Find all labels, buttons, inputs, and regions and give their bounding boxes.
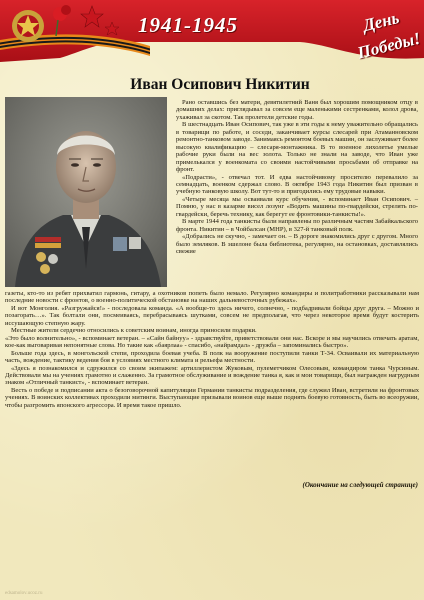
victory-day-brand — [355, 7, 423, 76]
article-paragraph: «Подрасти», - отвечал тот. И едва настойчивому просителю перевалило за семнадцать, военком сдержал слово. В октябре 1943 года Никитин был призван в учебную танковую школу. Вот тут-то и пригодились ему трудовые навыки. — [176, 173, 418, 196]
article-body-full — [5, 290, 419, 409]
article-paragraph: Рано оставшись без матери, девятилетний Ваня был хорошим помощником отцу в домашних делах: приглядывал за совсем еще маленькими сестренками, колол дрова, ухаживал за скотом. Так пролетели детские годы. — [176, 99, 418, 121]
article-paragraph: «Четыре месяца мы осваивали курс обучения, - вспоминает Иван Осипович. – Помню, у нас в казарме висел лозунг «Водить машины по-гвардейски, стрелять по-гвардейски, беречь технику, как берегут ее фронтовики-танкисты!». — [176, 195, 418, 218]
article-paragraph: И вот Монголия. «Разгружайся!» - последовала команда. «А вообще-то здесь ничего, солнечно, - подбадривали бойцы друг друга. – Можно и позагорать…». Так болтали они, посмеиваясь, перебрасываясь шутками, совсем не предполагая, что через некоторое время будут костерить иссушающую степную жару. — [5, 304, 419, 327]
article-paragraph: В шестнадцать Иван Осипович, так уже в эти годы к нему уважительно обращались в товарищи по работе, и соседи, заканчивает курсы слесарей при Атаманновском ремонтно-танковом заводе. Занимаясь ремонтом боевых машин, он заслуживает более высокую квалификацию – слесаря-монтажника. В то военное лихолетье умелые рабочие руки были на вес золота. Только не знали на заводе, что Иван уже примелькался у военкомата со своими настойчивыми просьбами об отправке на фронт. — [176, 121, 418, 174]
veteran-portrait-photo — [5, 97, 167, 287]
article-paragraph: «Добрались не скучно, - замечает он. – В дороге знакомились друг с другом. Много было земляков. В эшелоне была библиотека, регулярно, на остановках, доставлялись свежие — [176, 233, 418, 256]
order-badge-icon — [12, 10, 44, 42]
article-paragraph: газеты, кто-то из ребят прихватил гармонь, гитару, а охотников попеть было немало. Регулярно командиры и политработники рассказывали нам последние новости с фронтов, о военно-политической обстановке на наших дальневосточных рубежах». — [5, 290, 419, 305]
article-paragraph: «Это было волнительно», - вспоминает ветеран. – «Сайн байнуу» - здравствуйте, приветствовали они нас. Вскоре и мы научились отвечать аратам, кое-как выговаривая непонятные слова. Но такие как «баярлаа» - спасибо, «найрамдал» - дружба – запоминались быстро». — [5, 334, 419, 350]
article-title: Иван Осипович Никитин — [130, 76, 310, 93]
article-paragraph: В марте 1944 года танкисты были направлены по различным частям Забайкальского фронта. Никитин – в Чойбалсан (МНР), в 327-й танковый полк. — [176, 218, 418, 233]
article-paragraph: Больше года здесь, в монгольской степи, проходила боевая учеба. В полк на вооружение поступили танки Т-34. Осваивали их материальную часть, вождение, тактику ведения боя в условиях местного климата и рельефа местности. — [5, 349, 419, 365]
watermark: edsamolov.ucoz.ru — [5, 591, 43, 596]
article-paragraph: «Здесь я познакомился и сдружился со своим экипажем: артиллеристом Жуковым, пулеметчиком Олесовым, командиром танка Чурсиным. Действовали мы на учениях грамотно и слаженно. За грамотное обслуживание и вождение танка я, как и мои товарищи, был награжден нагрудным знаком «Отличный танкист», - вспоминает ветеран. — [5, 364, 419, 387]
continued-note: (Окончание на следующей странице) — [302, 481, 418, 489]
article-column-right — [176, 99, 418, 256]
article-paragraph: Весть о победе и подписании акта о безоговорочной капитуляции Германии танкисты подразделения, где служил Иван, встретили на фронтовых учениях. В воинских коллективах проходили митинги. Выступающие призывали воинов еще выше поднять боевую готовность, быть во всеоружии, чтобы разгромить японского агрессора. И время такое пришло. — [5, 386, 419, 409]
brand-line-1: День — [361, 7, 402, 36]
years-label: 1941-1945 — [138, 13, 238, 37]
article-paragraph: Местные жители сердечно относились к советским воинам, иногда приносили подарки. — [11, 327, 257, 335]
brand-line-2: Победы! — [355, 28, 423, 63]
